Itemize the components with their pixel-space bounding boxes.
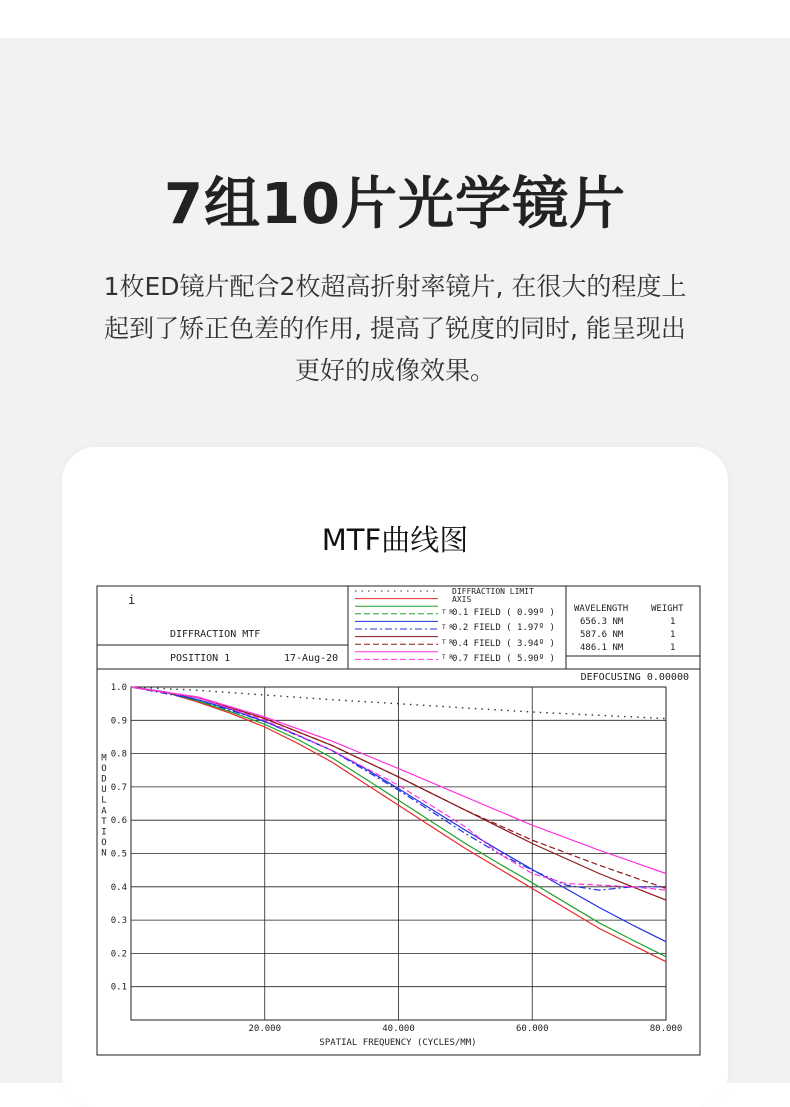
defocusing-label: DEFOCUSING 0.00000 [580, 672, 689, 683]
legend-header: AXIS [452, 595, 472, 604]
page-title: 7组10片光学镜片 [164, 172, 626, 237]
intro-line: 起到了矫正色差的作用, 提高了锐度的同时, 能呈现出 [104, 314, 686, 343]
y-tick-label: 0.7 [110, 782, 127, 793]
corner-mark: i [128, 593, 136, 607]
chart-title: DIFFRACTION MTF [170, 629, 261, 640]
x-tick-label: 80.000 [649, 1024, 683, 1034]
y-tick-label: 0.1 [110, 982, 127, 993]
wavelength-value: 587.6 NM [580, 630, 624, 640]
y-tick-label: 0.4 [110, 882, 127, 893]
y-tick-label: 0.2 [110, 949, 127, 960]
weight-value: 1 [670, 617, 676, 627]
x-tick-label: 60.000 [515, 1024, 549, 1034]
legend-tr-label: T R [442, 609, 453, 616]
y-tick-label: 1.0 [110, 683, 127, 693]
weight-value: 1 [670, 630, 676, 640]
legend-entry: 0.2 FIELD ( 1.97º ) [452, 623, 555, 633]
position-label: POSITION 1 [170, 653, 231, 664]
legend-tr-label: T R [442, 624, 453, 631]
y-tick-label: 0.9 [110, 716, 127, 727]
legend-entry: 0.4 FIELD ( 3.94º ) [452, 639, 555, 649]
x-tick-label: 20.000 [248, 1024, 282, 1034]
date-label: 17-Aug-20 [284, 653, 339, 664]
y-axis-label: M O D U L A T I O N [101, 753, 107, 859]
legend-tr-label: T R [442, 639, 453, 646]
intro-line: 1枚ED镜片配合2枚超高折射率镜片, 在很大的程度上 [103, 272, 687, 301]
legend-entry: 0.7 FIELD ( 5.90º ) [452, 654, 555, 664]
legend-tr-label: T R [442, 654, 453, 661]
wavelength-header: WAVELENGTH [574, 604, 629, 614]
intro-line: 更好的成像效果。 [294, 356, 495, 385]
x-axis-label: SPATIAL FREQUENCY (CYCLES/MM) [319, 1038, 477, 1048]
legend-header: DIFFRACTION LIMIT [452, 587, 534, 596]
weight-header: WEIGHT [651, 604, 684, 614]
y-tick-label: 0.6 [110, 816, 127, 827]
legend-entry: 0.1 FIELD ( 0.99º ) [452, 608, 555, 618]
wavelength-value: 486.1 NM [580, 643, 624, 653]
y-tick-label: 0.3 [110, 916, 127, 927]
y-tick-label: 0.5 [110, 849, 127, 860]
wavelength-value: 656.3 NM [580, 617, 624, 627]
chart-card-title: MTF曲线图 [321, 523, 469, 557]
x-tick-label: 40.000 [382, 1024, 415, 1034]
y-tick-label: 0.8 [110, 749, 127, 760]
weight-value: 1 [670, 643, 676, 653]
